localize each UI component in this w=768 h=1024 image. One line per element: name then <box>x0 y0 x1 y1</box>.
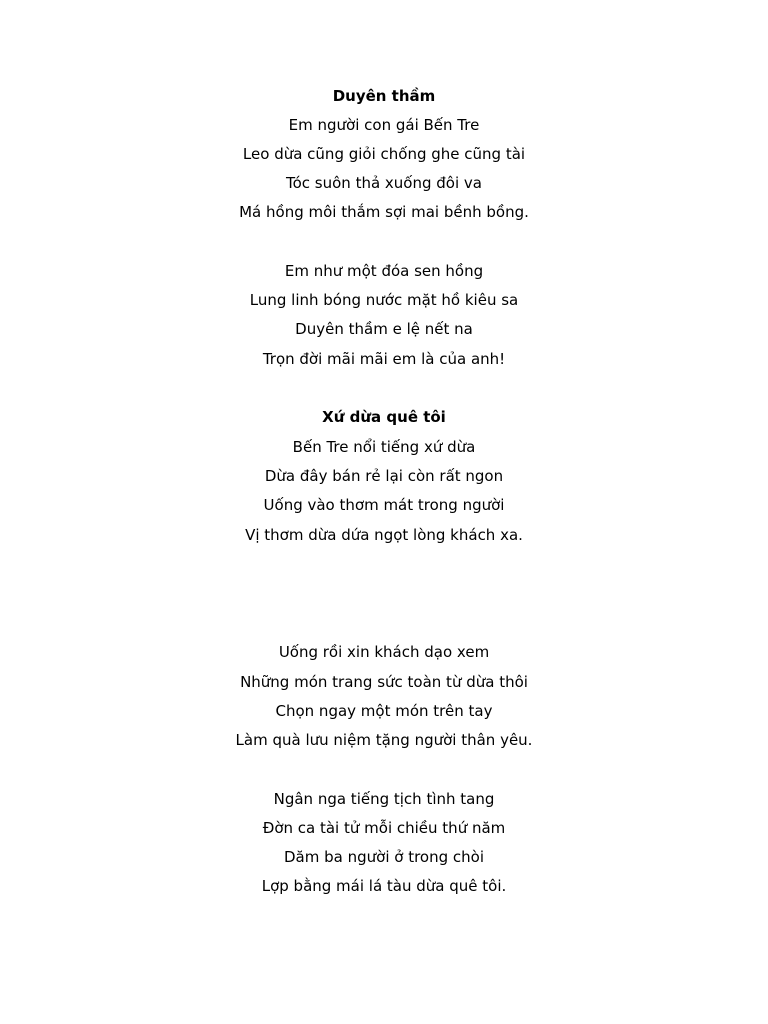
poem-line: Vị thơm dừa dứa ngọt lòng khách xa. <box>245 526 523 544</box>
poem-line: Em như một đóa sen hồng <box>284 262 484 280</box>
poem-line: Trọn đời mãi mãi em là của anh! <box>262 350 506 368</box>
poem-line: Bến Tre nổi tiếng xứ dừa <box>292 438 476 456</box>
poem-line: Duyên thầm e lệ nết na <box>295 320 473 338</box>
poem-line: Lung linh bóng nước mặt hồ kiêu sa <box>249 291 519 309</box>
poem-line: Làm quà lưu niệm tặng người thân yêu. <box>235 731 533 749</box>
poem-line: Má hồng môi thắm sợi mai bềnh bồng. <box>239 203 529 221</box>
poem-line: Những món trang sức toàn từ dừa thôi <box>240 673 528 691</box>
poem-line: Em người con gái Bến Tre <box>288 116 480 134</box>
poem-line: Dừa đây bán rẻ lại còn rất ngon <box>264 467 504 485</box>
poem-line: Tóc suôn thả xuống đôi va <box>286 174 482 192</box>
poem-line: Chọn ngay một món trên tay <box>275 702 493 720</box>
poem-line: Uống rồi xin khách dạo xem <box>278 643 490 661</box>
poem-line: Uống vào thơm mát trong người <box>263 496 505 514</box>
poem-line: Leo dừa cũng giỏi chống ghe cũng tài <box>242 145 526 163</box>
poem-title: Xứ dừa quê tôi <box>322 408 446 426</box>
poem-line: Ngân nga tiếng tịch tình tang <box>273 790 495 808</box>
poem-line: Đờn ca tài tử mỗi chiều thứ năm <box>262 819 506 837</box>
poem-line: Dăm ba người ở trong chòi <box>284 848 484 866</box>
poem-line: Lợp bằng mái lá tàu dừa quê tôi. <box>261 877 507 895</box>
poem-title: Duyên thầm <box>332 87 436 105</box>
